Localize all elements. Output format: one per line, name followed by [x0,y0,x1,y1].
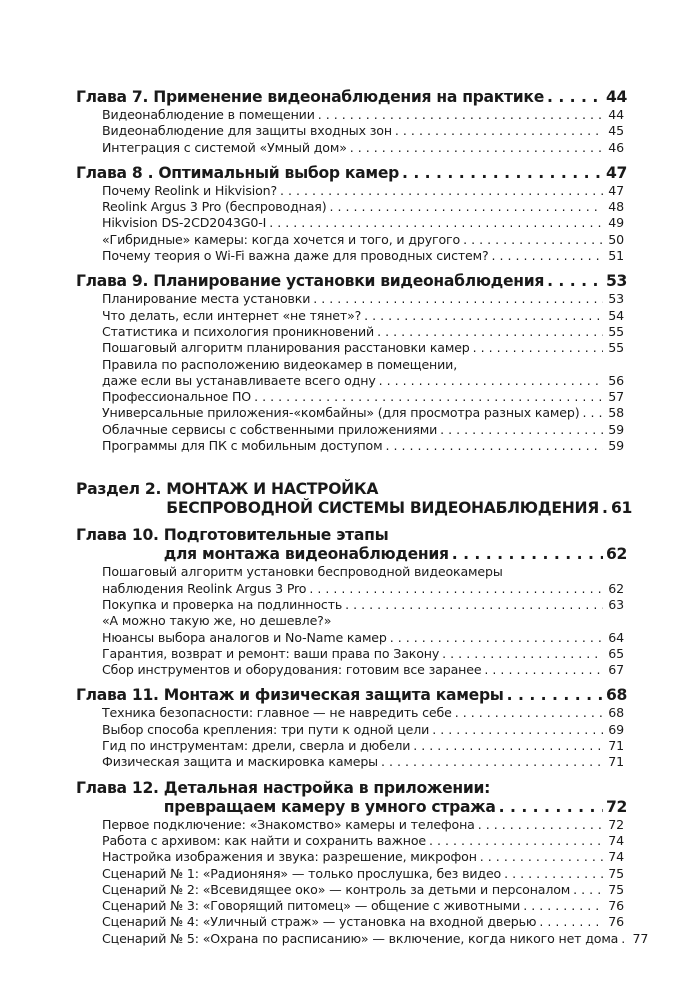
chapter-heading [76,272,628,291]
toc-entry [76,597,624,613]
toc-entry-page: 45 [608,123,624,139]
toc-entry-title: Сценарий № 4: «Уличный страж» — установка на входной дверью [102,914,537,930]
toc-entry-title: Покупка и проверка на подлинность [102,596,343,612]
chapter-heading-title-line: превращаем камеру в умного стража [163,797,496,816]
chapter-heading-last-line [76,545,628,564]
toc-entry-page: 47 [608,182,624,198]
chapter-heading-title: Глава 7. Применение видеонаблюдения на практике [76,88,544,106]
toc-entry-title: Гарантия, возврат и ремонт: ваши права по Закону [102,645,440,661]
section-heading-last-line [76,499,633,518]
toc-entry-page: 64 [608,629,624,645]
toc-entry-title: Сценарий № 2: «Всевидящее око» — контроль за детьми и персоналом [102,881,571,897]
toc-entry [76,898,624,914]
dot-leader [602,499,608,518]
chapter-heading-title-line: Глава 12. Детальная настройка в приложении: [76,778,491,797]
toc-entry [76,389,624,405]
toc-entry [76,248,624,264]
toc-entry-last-line [102,373,624,389]
dot-leader [381,754,603,770]
toc-entry-title: Пошаговый алгоритм планирования расстановки камер [102,340,470,356]
dot-leader [442,646,603,662]
chapter-heading-title: Глава 11. Монтаж и физическая защита камеры [76,686,504,705]
toc-entry-title: Reolink Argus 3 Pro (беспроводная) [102,199,327,215]
toc-entry-page: 63 [608,596,624,612]
toc-entry-title-line: Правила по расположению видеокамер в помещении, [102,356,458,372]
dot-leader [499,798,603,817]
toc-entry-title: Сбор инструментов и оборудования: готовим все заранее [102,662,482,678]
toc-entry-title-line: «А можно такую же, но дешевле?» [102,613,332,629]
section-heading-title-line: Раздел 2. МОНТАЖ И НАСТРОЙКА [76,480,379,499]
dot-leader [455,705,603,721]
toc-entry-last-line [102,630,624,646]
dot-leader [507,686,603,705]
chapter-heading [76,778,628,817]
toc-entry [76,232,624,248]
dot-leader [429,833,603,849]
toc-entry-page: 55 [608,340,624,356]
toc-entry-page: 51 [608,248,624,264]
toc-entry-page: 55 [608,323,624,339]
toc-entry-title: Сценарий № 1: «Радионяня» — только прослушка, без видео [102,865,502,881]
dot-leader [309,581,603,597]
chapter-heading-page: 44 [606,88,628,106]
toc-entry [76,422,624,438]
toc-entry-title: Видеонаблюдение для защиты входных зон [102,123,392,139]
toc-entry-title: Первое подключение: «Знакомство» камеры и телефона [102,816,475,832]
toc-entry-title: Интеграция с системой «Умный дом» [102,139,347,155]
toc-entry [76,123,624,139]
toc-entry-title: Почему теория о Wi-Fi важна даже для проводных систем? [102,248,489,264]
toc-entry [76,705,624,721]
toc-entry-page: 76 [608,914,624,930]
chapter-heading-page: 47 [606,163,628,182]
toc-entry [76,438,624,454]
dot-leader [385,438,603,454]
table-of-contents [76,88,649,947]
toc-entry-title: Облачные сервисы с собственными приложениями [102,421,438,437]
toc-entry [76,357,624,390]
dot-leader [413,738,603,754]
dot-leader [539,914,603,930]
toc-entry [76,914,624,930]
dot-leader [440,422,603,438]
dot-leader [523,898,603,914]
toc-entry [76,183,624,199]
dot-leader [269,215,603,231]
toc-entry-page: 68 [608,705,624,721]
toc-entry [76,215,624,231]
chapter-heading [76,526,628,564]
toc-entry-title: Программы для ПК с мобильным доступом [102,438,383,454]
toc-entry-title: Настройка изображения и звука: разрешение, микрофон [102,849,477,865]
toc-entry-title: Универсальные приложения-«комбайны» (для просмотра разных камер) [102,405,580,421]
toc-entry-title: Hikvision DS-2CD2043G0-I [102,215,267,231]
dot-leader [547,88,603,107]
dot-leader [504,866,603,882]
chapter-heading-last-line [76,797,628,817]
toc-entry-page: 54 [608,307,624,323]
toc-entry-page: 67 [608,662,624,678]
dot-leader [402,164,603,183]
toc-entry [76,646,624,662]
toc-entry-title-line: Нюансы выбора аналогов и No-Name камер [102,629,387,645]
chapter-heading-page: 68 [606,686,628,705]
toc-entry-title: Работа с архивом: как найти и сохранить важное [102,832,427,848]
dot-leader [582,405,603,421]
dot-leader [390,630,603,646]
toc-entry-title-line: наблюдения Reolink Argus 3 Pro [102,580,307,596]
toc-entry [76,738,624,754]
toc-entry-title: Сценарий № 5: «Охрана по расписанию» — включение, когда никого нет дома [102,930,619,946]
toc-entry-title: Видеонаблюдение в помещении [102,107,315,122]
toc-entry-title: Что делать, если интернет «не тянет»? [102,307,362,323]
toc-entry [76,613,624,646]
toc-entry-title: Почему Reolink и Hikvision? [102,182,278,198]
dot-leader [254,389,603,405]
toc-entry [76,564,624,597]
toc-entry-title: Выбор способа крепления: три пути к одной цели [102,721,430,737]
dot-leader [432,722,603,738]
dot-leader [492,248,603,264]
toc-entry-page: 59 [608,421,624,437]
toc-entry-page: 49 [608,215,624,231]
toc-entry-page: 50 [608,231,624,247]
toc-entry-title: «Гибридные» камеры: когда хочется и того, и другого [102,231,461,247]
toc-entry [76,340,624,356]
toc-entry [76,291,624,307]
toc-entry-page: 71 [608,754,624,770]
toc-entry-title: Физическая защита и маскировка камеры [102,754,378,770]
toc-entry [76,866,624,882]
toc-entry [76,405,624,421]
dot-leader [345,597,603,613]
toc-entry-page: 76 [608,898,624,914]
toc-entry-page: 62 [608,580,624,596]
dot-leader [478,817,603,833]
toc-entry-page: 58 [608,405,624,421]
toc-entry [76,849,624,865]
toc-entry-title: Техника безопасности: главное — не навредить себе [102,705,452,721]
toc-entry [76,107,624,123]
dot-leader [452,545,603,564]
dot-leader [329,199,603,215]
section-heading-page: 61 [610,499,633,518]
toc-entry-page: 69 [608,721,624,737]
toc-entry [76,833,624,849]
chapter-heading-title-line: Глава 10. Подготовительные этапы [76,526,389,545]
toc-entry-last-line [102,581,624,597]
toc-entry-page: 72 [608,816,624,832]
chapter-heading [76,686,628,705]
toc-entry-title-line: Пошаговый алгоритм установки беспроводной видеокамеры [102,564,503,580]
toc-entry-page: 57 [608,389,624,405]
toc-entry [76,930,649,947]
chapter-heading-title-line: для монтажа видеонаблюдения [163,545,449,564]
toc-entry-title: Гид по инструментам: дрели, сверла и дюбели [102,738,411,754]
dot-leader [364,308,603,324]
toc-entry-title: Сценарий № 3: «Говорящий питомец» — общение с животными [102,898,521,914]
toc-entry-page: 59 [608,438,624,454]
dot-leader [313,291,603,307]
dot-leader [547,272,603,291]
toc-entry-page: 77 [632,930,649,946]
toc-entry-page: 74 [608,832,624,848]
toc-entry [76,754,624,770]
dot-leader [379,373,603,389]
toc-entry-page: 74 [608,849,624,865]
chapter-heading-title: Глава 9. Планирование установки видеонаблюдения [76,272,545,291]
toc-entry [76,324,624,340]
dot-leader [573,882,603,898]
dot-leader [280,183,603,199]
toc-entry [76,882,624,898]
chapter-heading-page: 72 [606,797,628,816]
dot-leader [484,662,603,678]
toc-entry [76,817,624,833]
dot-leader [621,931,627,947]
toc-entry [76,199,624,215]
toc-entry [76,722,624,738]
dot-leader [377,324,603,340]
chapter-heading-page: 62 [606,545,628,564]
toc-entry-page: 46 [608,139,624,155]
dot-leader [395,123,603,139]
toc-entry-page: 71 [608,738,624,754]
toc-entry-page: 48 [608,199,624,215]
toc-entry-title-line: даже если вы устанавливаете всего одну [102,372,376,388]
chapter-heading-title: Глава 8 . Оптимальный выбор камер [76,163,399,182]
dot-leader [480,849,603,865]
toc-entry [76,308,624,324]
toc-entry-page: 56 [608,372,624,388]
chapter-heading-page: 53 [606,272,628,291]
toc-entry-title: Планирование места установки [102,291,311,307]
toc-entry [76,140,624,156]
chapter-heading [76,163,628,183]
chapter-heading [76,88,628,107]
dot-leader [350,140,603,156]
toc-entry-page: 44 [608,107,624,122]
dot-leader [473,340,603,356]
section-heading [76,480,633,518]
toc-entry-page: 75 [608,881,624,897]
toc-entry [76,662,624,678]
toc-entry-page: 53 [608,291,624,307]
toc-entry-title: Профессиональное ПО [102,389,252,405]
toc-entry-page: 75 [608,865,624,881]
toc-entry-title: Статистика и психология проникновений [102,323,375,339]
dot-leader [318,107,603,123]
toc-entry-page: 65 [608,645,624,661]
dot-leader [463,232,603,248]
section-heading-title-line: БЕСПРОВОДНОЙ СИСТЕМЫ ВИДЕОНАБЛЮДЕНИЯ [166,499,599,518]
